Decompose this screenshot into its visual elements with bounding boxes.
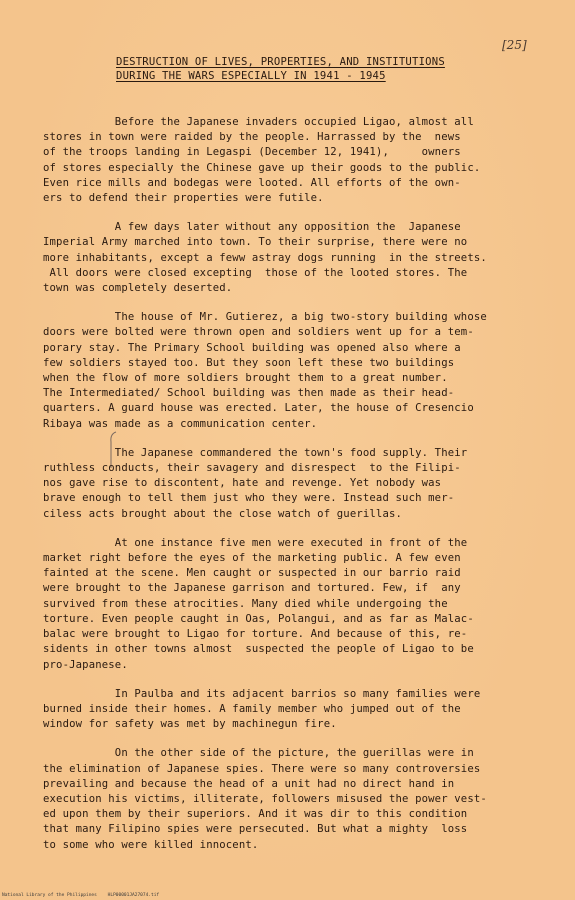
paragraph: On the other side of the picture, the guerillas were in the elimination of Japanese spies. There were so many controversies prevailing and because the head of a unit had no direct hand in execution his victims, illiterate, followers misused the power vest- ed upon them by their superiors. And it was dir to this condition that many Filipino spies were persecuted. But what a mighty loss to some who were killed innocent. (43, 747, 487, 851)
page-number: [25] (502, 38, 527, 52)
title-line-2: DURING THE WARS ESPECIALLY IN 1941 - 1945 (116, 70, 386, 82)
paragraph: At one instance five men were executed in front of the market right before the eyes of the marketing public. A few even fainted at the scene. Men caught or suspected in our barrio raid were brought to the Japanese garrison and tortured. Few, if any survived from these atrocities. Many died while undergoing the torture. Even people caught in Oas, Polangui, and as far as Malac- balac were brought to Ligao for torture. And because of this, re- sidents in other towns almost suspected the people of Ligao to be pro-Japanese. (43, 536, 474, 671)
paragraph: A few days later without any opposition the Japanese Imperial Army marched into town. To their surprise, there were no more inhabitants, except a feww astray dogs running in the streets. All doors were closed excepting those of the looted stores. The town was completely deserted. (43, 221, 487, 295)
document-body (43, 115, 533, 867)
paragraph: In Paulba and its adjacent barrios so many families were burned inside their homes. A family member who jumped out of the window for safety was met by machinegun fire. (43, 687, 481, 731)
paragraph: Before the Japanese invaders occupied Ligao, almost all stores in town were raided by the people. Harrassed by the news of the troops landing in Legaspi (December 12, 1941), owners of stores especially the Chinese gave up their goods to the public. Even rice mills and bodegas were looted. All efforts of the own- ers to defend their properties were futile. (43, 116, 481, 205)
paragraph: The Japanese commandered the town's food supply. Their ruthless conducts, their savagery and disrespect to the Filipi- nos gave rise to discontent, hate and revenge. Yet nobody was brave enough to tell them just who they were. Instead such mer- ciless acts brought about the close watch of guerillas. (43, 446, 468, 520)
document-title (116, 55, 486, 83)
title-line-1: DESTRUCTION OF LIVES, PROPERTIES, AND INSTITUTIONS (116, 56, 445, 68)
paragraph: The house of Mr. Gutierez, a big two-story building whose doors were bolted were thrown open and soldiers went up for a tem- porary stay. The Primary School building was opened also where a few soldiers stayed too. But they soon left these two buildings when the flow of more soldiers brought them to a great number. The Intermediated/ School building was then made as their head- quarters. A guard house was erected. Later, the house of Cresencio Ribaya was made as a communication center. (43, 311, 487, 430)
archive-footer: National Library of the Philippines HLP00001JA27074.tif (2, 893, 160, 898)
